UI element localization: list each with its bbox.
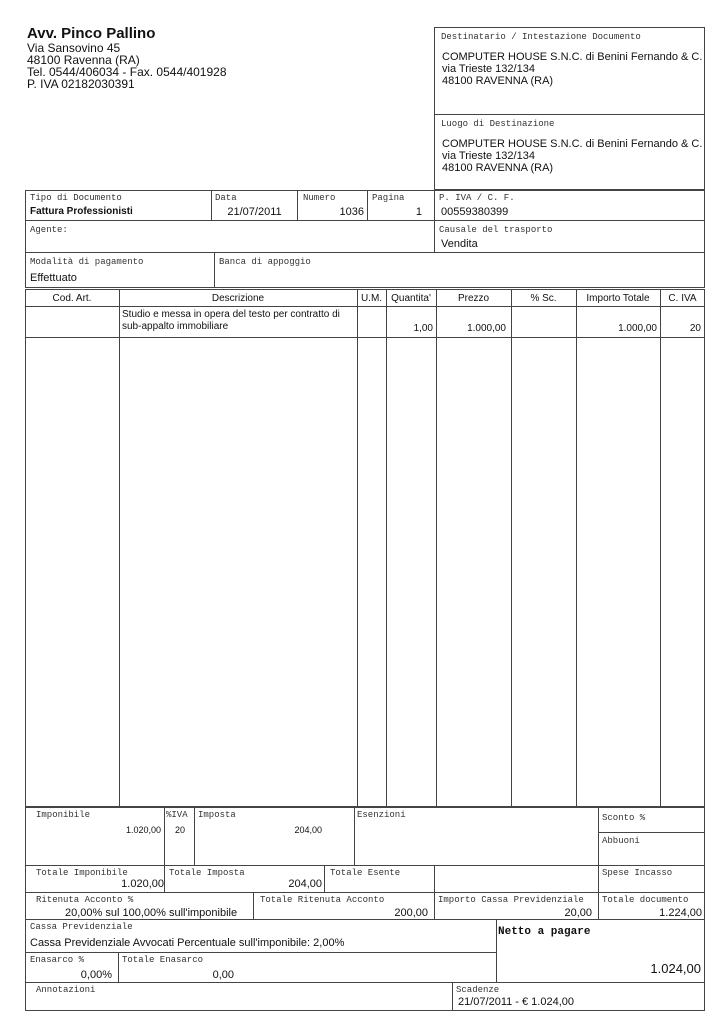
- agent-row: [25, 220, 705, 253]
- row-desc-line1: Studio e messa in opera del testo per contratto di: [122, 309, 340, 320]
- divider: [324, 865, 325, 893]
- divider: [164, 865, 165, 893]
- ritenuta-value: 20,00% sul 100,00% sull'imponibile: [65, 907, 238, 919]
- destination-city: 48100 RAVENNA (RA): [442, 162, 554, 174]
- iva-value: 20: [175, 825, 186, 835]
- row-iva: 20: [689, 323, 701, 334]
- payment-label: Modalità di pagamento: [30, 257, 144, 267]
- recipient-city: 48100 RAVENNA (RA): [442, 75, 554, 87]
- divider: [434, 220, 435, 253]
- esenzioni-label: Esenzioni: [357, 810, 406, 820]
- divider: [386, 289, 387, 807]
- destination-label: Luogo di Destinazione: [441, 119, 555, 129]
- recipient-text: [442, 51, 702, 87]
- divider: [434, 865, 435, 893]
- cassa-value: Cassa Previdenziale Avvocati Percentuale sull'imponibile: 2,00%: [30, 937, 345, 949]
- enasarco-value: 0,00%: [80, 969, 112, 981]
- divider: [357, 289, 358, 807]
- doc-vat-label: P. IVA / C. F.: [439, 193, 515, 203]
- doc-type: Fattura Professionisti: [30, 206, 133, 217]
- destination-name: COMPUTER HOUSE S.N.C. di Benini Fernando & C.: [442, 138, 703, 150]
- tot-ritenuta-label: Totale Ritenuta Acconto: [260, 895, 385, 905]
- sender-phone: Tel. 0544/406034 - Fax. 0544/401928: [27, 65, 227, 79]
- divider: [598, 832, 705, 833]
- divider: [164, 807, 165, 866]
- doc-type-label: Tipo di Documento: [30, 193, 122, 203]
- divider: [434, 892, 435, 920]
- col-header-desc: Descrizione: [211, 293, 265, 304]
- col-header-total: Importo Totale: [586, 293, 650, 304]
- tot-enasarco-value: 0,00: [212, 969, 234, 981]
- imposta-value: 204,00: [294, 825, 322, 835]
- row-qty: 1,00: [413, 323, 433, 334]
- sender-name: Avv. Pinco Pallino: [27, 25, 156, 42]
- row-total: 1.000,00: [618, 323, 657, 334]
- divider: [25, 952, 496, 953]
- imponibile-value: 1.020,00: [125, 825, 161, 835]
- tot-imposta-value: 204,00: [288, 878, 322, 890]
- transport-value: Vendita: [441, 238, 478, 250]
- cassa-imp-value: 20,00: [564, 907, 592, 919]
- divider: [598, 865, 599, 893]
- destination-address: via Trieste 132/134: [442, 150, 535, 162]
- row-price: 1.000,00: [467, 323, 506, 334]
- imponibile-label: Imponibile: [36, 810, 91, 820]
- tot-enasarco-label: Totale Enasarco: [122, 955, 204, 965]
- tot-imponibile-value: 1.020,00: [121, 878, 164, 890]
- col-header-qty: Quantita': [391, 293, 431, 304]
- cassa-imp-label: Importo Cassa Previdenziale: [438, 895, 584, 905]
- tot-imponibile-label: Totale Imponibile: [36, 868, 128, 878]
- divider: [576, 289, 577, 807]
- sender-city: 48100 Ravenna (RA): [27, 53, 140, 67]
- tot-imposta-label: Totale Imposta: [169, 868, 245, 878]
- agent-label: Agente:: [30, 225, 68, 235]
- scadenze-label: Scadenze: [456, 985, 500, 995]
- ritenuta-label: Ritenuta Acconto %: [36, 895, 134, 905]
- annotazioni-label: Annotazioni: [36, 985, 96, 995]
- divider: [511, 289, 512, 807]
- enasarco-label: Enasarco %: [30, 955, 85, 965]
- recipient-name: COMPUTER HOUSE S.N.C. di Benini Fernando & C.: [442, 51, 703, 63]
- doc-number-label: Numero: [303, 193, 336, 203]
- row-desc-line2: sub-appalto immobiliare: [122, 321, 229, 332]
- payment-value: Effettuato: [30, 272, 77, 284]
- spese-label: Spese Incasso: [602, 868, 673, 878]
- doc-date: 21/07/2011: [227, 206, 282, 218]
- col-header-iva: C. IVA: [668, 293, 697, 304]
- tot-doc-label: Totale documento: [602, 895, 689, 905]
- sender-vat: P. IVA 02182030391: [27, 77, 135, 91]
- divider: [660, 289, 661, 807]
- col-header-um: U.M.: [360, 293, 383, 304]
- tot-esente-label: Totale Esente: [330, 868, 401, 878]
- items-table: [25, 289, 705, 807]
- divider: [214, 252, 215, 288]
- netto-value: 1.024,00: [650, 961, 701, 976]
- divider: [598, 892, 599, 920]
- doc-vat: 00559380399: [441, 206, 509, 218]
- recipient-label: Destinatario / Intestazione Documento: [441, 32, 641, 42]
- doc-number: 1036: [339, 206, 364, 218]
- divider: [496, 919, 497, 983]
- col-header-disc: % Sc.: [530, 293, 557, 304]
- recipient-address: via Trieste 132/134: [442, 63, 535, 75]
- divider: [25, 337, 705, 338]
- transport-label: Causale del trasporto: [439, 225, 553, 235]
- doc-page: 1: [415, 206, 422, 218]
- scadenze-value: 21/07/2011 - € 1.024,00: [458, 996, 575, 1008]
- divider: [354, 807, 355, 866]
- sender-block: [27, 26, 227, 90]
- divider: [452, 982, 453, 1011]
- divider: [434, 190, 435, 221]
- doc-page-label: Pagina: [372, 193, 405, 203]
- divider: [25, 306, 705, 307]
- tot-doc-value: 1.224,00: [659, 907, 702, 919]
- bank-label: Banca di appoggio: [219, 257, 311, 267]
- abbuoni-label: Abbuoni: [602, 836, 640, 846]
- iva-label: %IVA: [166, 810, 188, 820]
- divider: [436, 289, 437, 807]
- cassa-label: Cassa Previdenziale: [30, 922, 133, 932]
- doc-date-label: Data: [215, 193, 237, 203]
- sconto-label: Sconto %: [602, 813, 646, 823]
- col-header-price: Prezzo: [457, 293, 490, 304]
- tot-ritenuta-value: 200,00: [394, 907, 428, 919]
- row-desc: [122, 309, 340, 333]
- sender-address: Via Sansovino 45: [27, 41, 121, 55]
- divider: [118, 952, 119, 983]
- netto-label: Netto a pagare: [498, 926, 591, 938]
- divider: [194, 807, 195, 866]
- imposta-label: Imposta: [198, 810, 236, 820]
- destination-text: [442, 138, 702, 174]
- divider: [253, 892, 254, 920]
- footer-block-5: [25, 982, 705, 1011]
- divider: [598, 807, 599, 866]
- divider: [119, 289, 120, 807]
- col-header-code: Cod. Art.: [52, 293, 92, 304]
